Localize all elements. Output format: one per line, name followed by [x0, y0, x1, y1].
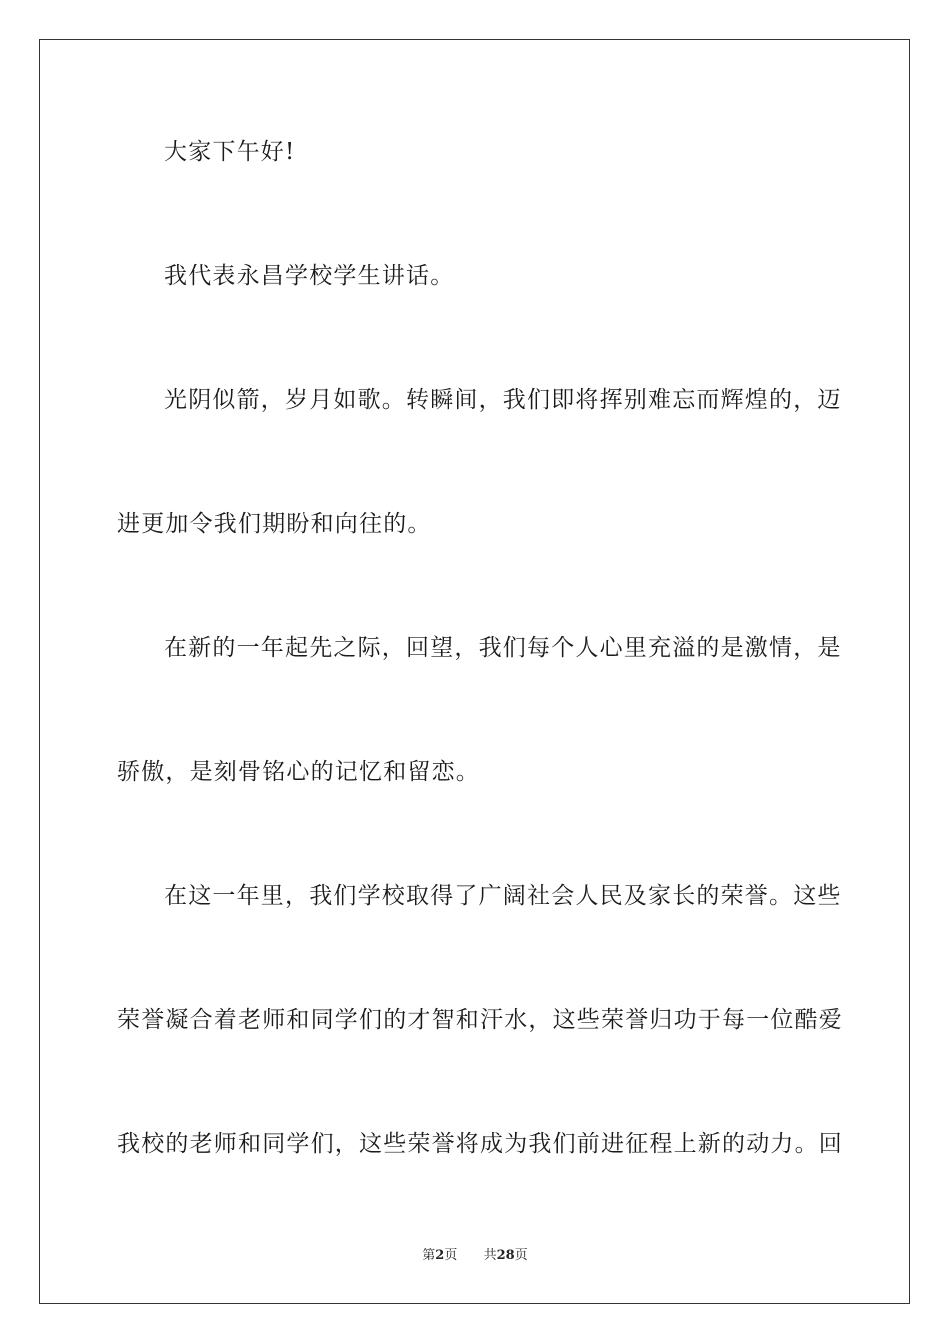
total-prefix: 共 — [483, 1248, 497, 1263]
page-prefix: 第 — [422, 1248, 436, 1263]
paragraph-greeting: 大家下午好! — [164, 139, 296, 165]
paragraph-line: 在这一年里，我们学校取得了广阔社会人民及家长的荣誉。这些 — [164, 883, 842, 909]
paragraph-line: 光阴似箭，岁月如歌。转瞬间，我们即将挥别难忘而辉煌的，迈 — [164, 387, 842, 413]
paragraph-line: 在新的一年起先之际，回望，我们每个人心里充溢的是激情，是 — [164, 635, 842, 661]
paragraph-line: 进更加令我们期盼和向往的。 — [117, 511, 432, 537]
total-suffix: 页 — [514, 1248, 528, 1263]
page-frame — [39, 39, 910, 1304]
paragraph-intro: 我代表永昌学校学生讲话。 — [164, 263, 455, 289]
total-pages-indicator — [484, 1247, 528, 1265]
total-page-number: 28 — [496, 1248, 515, 1263]
paragraph-line: 荣誉凝合着老师和同学们的才智和汗水，这些荣誉归功于每一位酷爱 — [117, 1007, 843, 1033]
paragraph-line: 我校的老师和同学们，这些荣誉将成为我们前进征程上新的动力。回 — [117, 1131, 843, 1157]
page-indicator — [422, 1247, 457, 1265]
paragraph-line: 骄傲，是刻骨铭心的记忆和留恋。 — [117, 759, 480, 785]
page-footer — [0, 1247, 950, 1265]
page-number: 2 — [435, 1248, 445, 1263]
page-suffix: 页 — [444, 1248, 458, 1263]
